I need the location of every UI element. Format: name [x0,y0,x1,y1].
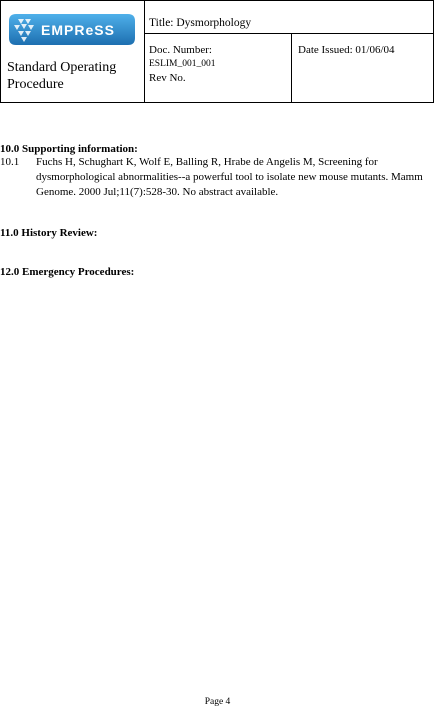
header-divider [144,33,434,34]
section-heading-emergency-procedures: 12.0 Emergency Procedures: [0,266,135,278]
document-title: Title: Dysmorphology [149,17,252,29]
reference-text: Fuchs H, Schughart K, Wolf E, Balling R, Hrabe de Angelis M, Screening for dysmorphological abnormalities--a powerful tool to isolate new mouse mutants. Mamm Genome. 2000 Jul;11(7):528-30. No abstract available. [36,156,423,198]
date-issued: Date Issued: 01/06/04 [298,44,395,56]
header-table [0,0,434,103]
document-type: Standard Operating Procedure [7,60,117,92]
header-divider [144,1,145,103]
revision-label: Rev No. [149,72,186,84]
doc-number-label: Doc. Number: [149,44,212,56]
section-heading-supporting-information: 10.0 Supporting information: [0,143,138,155]
doc-number-block [149,44,216,85]
header-divider [291,33,292,103]
reference-number: 10.1 [0,156,20,168]
doc-number: ESLIM_001_001 [149,59,216,69]
logo-text: EMPReSS [41,22,115,38]
page-number: Page 4 [204,697,231,707]
section-heading-history-review: 11.0 History Review: [0,227,98,239]
empress-logo [8,13,136,46]
